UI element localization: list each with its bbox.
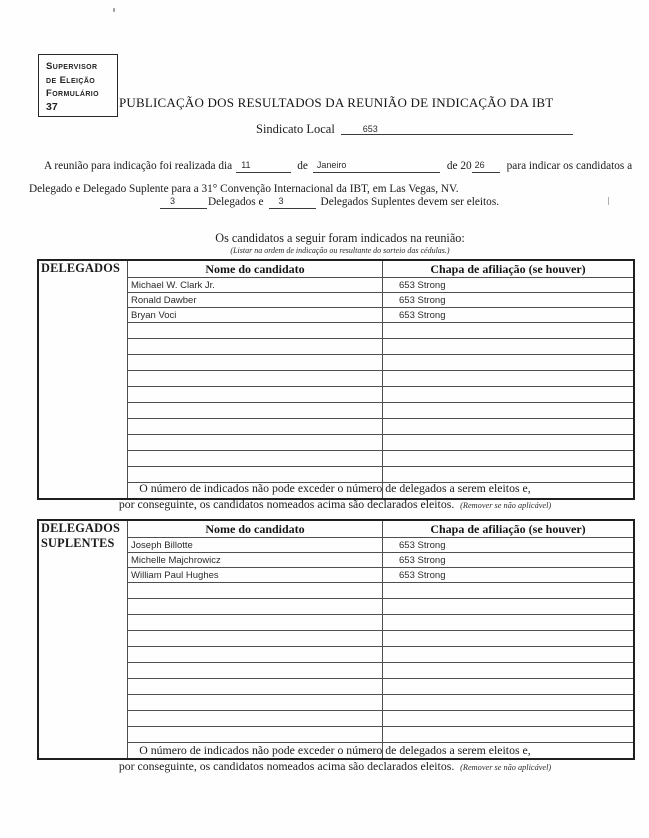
note-alternates [35, 742, 635, 776]
delegates-table [37, 259, 635, 500]
note-alternates-italic: (Remover se não aplicável) [460, 763, 552, 772]
empty-candidate-row [38, 599, 634, 615]
meeting-year-field: 26 [472, 160, 500, 173]
section-subheading: (Listar na ordem de indicação ou resultante do sorteio das cédulas.) [230, 246, 450, 255]
meeting-de20-label: de 20 [446, 160, 472, 172]
candidate-name-cell: Joseph Billotte [128, 538, 383, 553]
empty-candidate-row [38, 727, 634, 743]
delegates-table-wrapper [37, 259, 635, 500]
scan-artifact-mark [608, 197, 609, 205]
column-header-affiliation: Chapa de afiliação (se houver) [383, 260, 635, 278]
form-number-box [38, 54, 118, 117]
meeting-info-line3-mid: Delegados e [208, 196, 264, 208]
candidate-name-cell: Michael W. Clark Jr. [128, 278, 383, 293]
alternates-table-wrapper [37, 519, 635, 760]
meeting-info-line1-pre: A reunião para indicação foi realizada dia [44, 160, 233, 172]
affiliation-cell: 653 Strong [383, 278, 635, 293]
form-number: 37 [46, 100, 58, 113]
form-box-line-formulario: Formulário [46, 88, 99, 99]
note-delegates-line1: O número de indicados não pode exceder o número de delegados a serem eleitos e, [139, 481, 531, 495]
note-delegates-italic: (Remover se não aplicável) [460, 501, 552, 510]
empty-candidate-row [38, 451, 634, 467]
affiliation-cell: 653 Strong [383, 293, 635, 308]
candidate-row [38, 538, 634, 553]
note-delegates [35, 480, 635, 514]
affiliation-cell: 653 Strong [383, 308, 635, 323]
candidate-row [38, 293, 634, 308]
meeting-de-label: de [297, 160, 308, 172]
affiliation-cell: 653 Strong [383, 553, 635, 568]
column-header-name: Nome do candidato [128, 260, 383, 278]
sindicato-local-label: Sindicato Local [256, 122, 335, 136]
column-header-name: Nome do candidato [128, 520, 383, 538]
meeting-info-line1 [44, 160, 632, 174]
candidate-name-cell: Michelle Majchrowicz [128, 553, 383, 568]
empty-candidate-row [38, 339, 634, 355]
meeting-info-line2: Delegado e Delegado Suplente para a 31° Convenção Internacional da IBT, em Las Vegas, NV. [29, 183, 459, 195]
empty-candidate-row [38, 631, 634, 647]
note-alternates-line2: por conseguinte, os candidatos nomeados acima são declarados eleitos. (Remover se não aplicável) [118, 759, 552, 773]
empty-candidate-row [38, 419, 634, 435]
candidate-row [38, 278, 634, 293]
delegates-table-label: DELEGADOS [38, 260, 128, 499]
empty-candidate-row [38, 583, 634, 599]
empty-candidate-row [38, 435, 634, 451]
note-alternates-line1: O número de indicados não pode exceder o número de delegados a serem eleitos e, [139, 743, 531, 757]
affiliation-cell: 653 Strong [383, 568, 635, 583]
sindicato-local-value: 653 [341, 124, 573, 135]
empty-candidate-row [38, 355, 634, 371]
candidate-row [38, 553, 634, 568]
empty-candidate-row [38, 323, 634, 339]
alternates-table [37, 519, 635, 760]
num-alternates-field: 3 [269, 196, 316, 209]
note-delegates-line2: por conseguinte, os candidatos nomeados acima são declarados eleitos. (Remover se não aplicável) [118, 497, 552, 511]
candidate-name-cell: Bryan Voci [128, 308, 383, 323]
empty-candidate-row [38, 711, 634, 727]
meeting-day-field: 11 [236, 160, 291, 173]
empty-candidate-row [38, 647, 634, 663]
section-heading: Os candidatos a seguir foram indicados na reunião: [215, 231, 465, 245]
column-header-affiliation: Chapa de afiliação (se houver) [383, 520, 635, 538]
empty-candidate-row [38, 371, 634, 387]
empty-candidate-row [38, 403, 634, 419]
form-box-line-supervisor: Supervisor [46, 61, 98, 72]
form-title: PUBLICAÇÃO DOS RESULTADOS DA REUNIÃO DE INDICAÇÃO DA IBT [119, 95, 554, 110]
meeting-info-line3-post: Delegados Suplentes devem ser eleitos. [320, 196, 500, 208]
alternates-table-label: DELEGADOS SUPLENTES [38, 520, 128, 759]
candidate-name-cell: Ronald Dawber [128, 293, 383, 308]
num-delegates-field: 3 [160, 196, 207, 209]
scan-artifact-dot [113, 8, 115, 12]
sindicato-local-row [256, 122, 573, 137]
empty-candidate-row [38, 695, 634, 711]
empty-candidate-row [38, 387, 634, 403]
empty-candidate-row [38, 615, 634, 631]
empty-candidate-row [38, 679, 634, 695]
candidate-row [38, 308, 634, 323]
empty-candidate-row [38, 663, 634, 679]
candidate-row [38, 568, 634, 583]
affiliation-cell: 653 Strong [383, 538, 635, 553]
meeting-info-line3 [160, 196, 499, 210]
meeting-month-field: Janeiro [313, 160, 440, 173]
form-box-line-eleicao: de Eleição [46, 74, 96, 86]
meeting-info-line1-post: para indicar os candidatos a [506, 160, 633, 172]
candidate-name-cell: William Paul Hughes [128, 568, 383, 583]
